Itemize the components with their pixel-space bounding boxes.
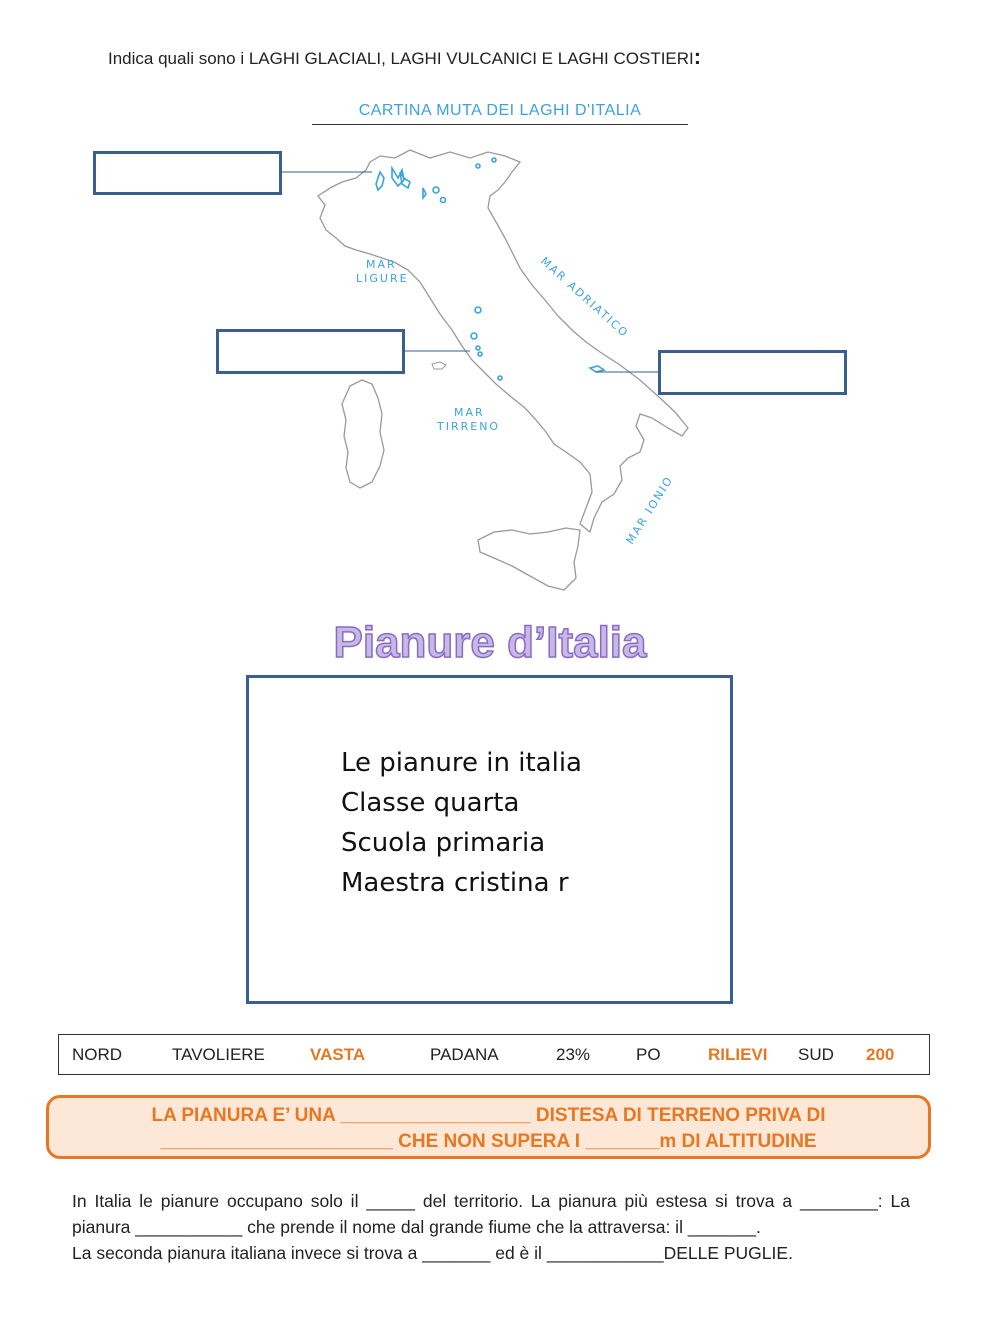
definition-line-1: LA PIANURA E’ UNA __________________ DISTESA DI TERRENO PRIVA DI: [151, 1105, 826, 1126]
sea-label-ligure-1: MAR: [366, 258, 397, 271]
instruction-colon: :: [693, 44, 702, 69]
lakes: [376, 158, 604, 380]
elba-outline: [432, 362, 446, 369]
cover-line-4: Maestra cristina r: [341, 868, 569, 898]
word-po[interactable]: PO: [636, 1045, 661, 1064]
paragraph-1: In Italia le pianure occupano solo il _____ del territorio. La pianura più estesa si trova a ________: La pianura ___________ che prende il nome dal grande fiume che la attraversa: il _______.: [72, 1191, 910, 1237]
answer-box-glacial[interactable]: [93, 151, 282, 195]
lake-bolsena: [471, 333, 477, 339]
lake-como: [392, 168, 404, 186]
word-bank: [58, 1034, 930, 1075]
sea-label-adriatico: MAR ADRIATICO: [537, 254, 632, 341]
lake-garda: [400, 172, 410, 188]
word-200[interactable]: 200: [866, 1045, 895, 1064]
italy-map: [0, 0, 1000, 620]
definition-line-2: ______________________ CHE NON SUPERA I _______m DI ALTITUDINE: [160, 1131, 817, 1152]
definition-box: [46, 1095, 931, 1159]
cover-box: [246, 675, 733, 1004]
cover-line-2: Classe quarta: [341, 788, 520, 818]
lake-small-1: [433, 187, 439, 193]
cover-line-3: Scuola primaria: [341, 828, 546, 858]
paragraph-2: La seconda pianura italiana invece si trova a _______ ed è il ____________DELLE PUGLIE.: [72, 1243, 793, 1263]
word-nord[interactable]: NORD: [72, 1045, 123, 1064]
fill-in-paragraph: [72, 1188, 910, 1266]
word-padana[interactable]: PADANA: [430, 1045, 499, 1064]
answer-box-coastal[interactable]: [658, 350, 847, 395]
map-title: CARTINA MUTA DEI LAGHI D'ITALIA: [312, 102, 688, 125]
lake-alpine-1: [476, 164, 480, 168]
lake-small-2: [441, 198, 446, 203]
sardinia-outline: [342, 380, 384, 488]
sicily-outline: [478, 528, 580, 590]
answer-box-volcanic[interactable]: [216, 329, 405, 374]
lake-iseo: [423, 188, 426, 198]
lake-alpine-2: [492, 158, 496, 162]
instruction-label: Indica quali sono i LAGHI GLACIALI, LAGHI VULCANICI E LAGHI COSTIERI: [108, 49, 694, 68]
sea-label-tirreno-2: TIRRENO: [437, 420, 501, 433]
lake-vico: [476, 346, 480, 350]
instruction-text: [108, 44, 701, 70]
section-title: Pianure d’Italia: [333, 618, 647, 667]
word-sud[interactable]: SUD: [798, 1045, 834, 1064]
cover-lines: [341, 743, 582, 903]
lake-lesina: [590, 366, 604, 372]
word-rilievi[interactable]: RILIEVI: [708, 1045, 768, 1064]
sea-label-ionio: MAR IONIO: [623, 473, 676, 547]
lake-albano: [498, 376, 502, 380]
word-vasta[interactable]: VASTA: [310, 1045, 366, 1064]
lake-maggiore: [376, 172, 384, 190]
cover-line-1: Le pianure in italia: [341, 748, 582, 778]
sea-label-ligure-2: LIGURE: [356, 272, 409, 285]
sea-label-tirreno-1: MAR: [454, 406, 485, 419]
word-23-percent[interactable]: 23%: [556, 1045, 591, 1064]
lake-trasimeno: [475, 307, 481, 313]
word-tavoliere[interactable]: TAVOLIERE: [172, 1045, 265, 1064]
lake-bracciano: [478, 352, 482, 356]
